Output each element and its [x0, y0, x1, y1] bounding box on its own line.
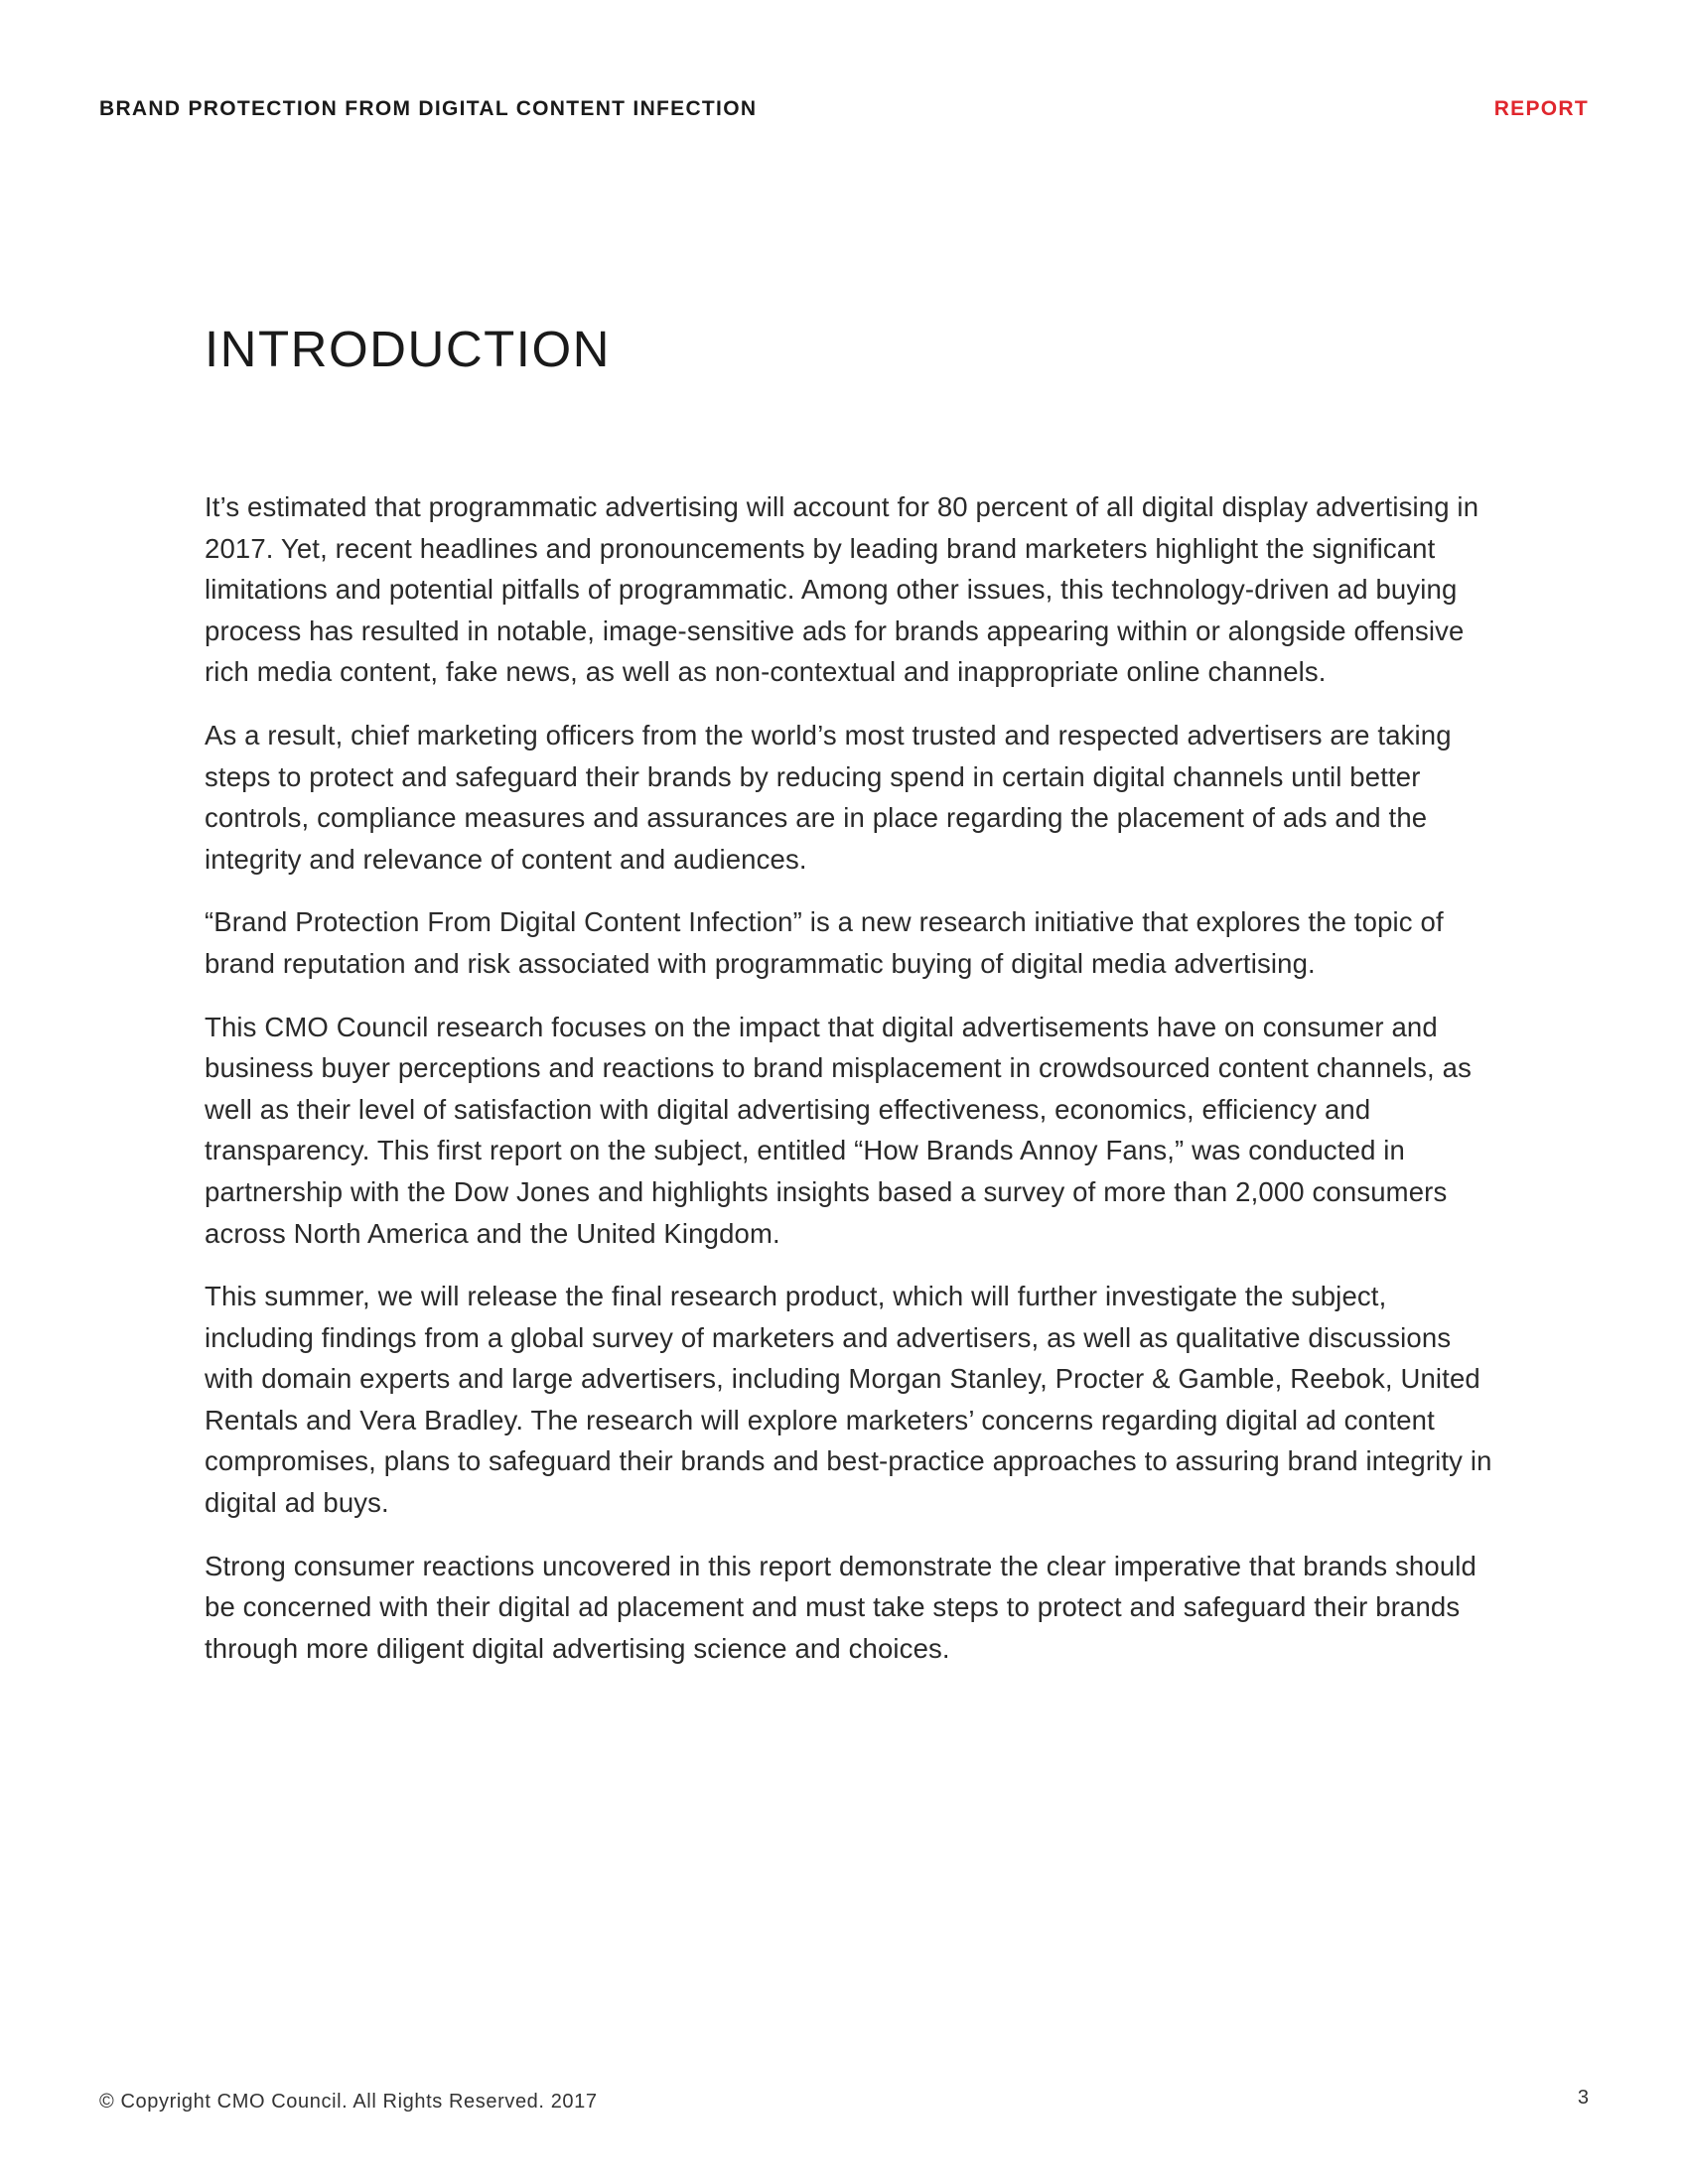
- page-number: 3: [1577, 2087, 1589, 2109]
- paragraph-2: As a result, chief marketing officers from the world’s most trusted and respected advertisers are taking steps to protect and safeguard their brands by reducing spend in certain digital channels until better controls, compliance measures and assurances are in place regarding the placement of ads and the integrity and relevance of content and audiences.: [205, 719, 1452, 875]
- copyright-notice: © Copyright CMO Council. All Rights Reserved. 2017: [99, 2091, 598, 2113]
- report-label: REPORT: [1493, 97, 1589, 120]
- paragraph-3: “Brand Protection From Digital Content Infection” is a new research initiative that explores the topic of brand reputation and risk associated with programmatic buying of digital media advertising.: [205, 906, 1444, 979]
- paragraph-4: This CMO Council research focuses on the impact that digital advertisements have on consumer and business buyer perceptions and reactions to brand misplacement in crowdsourced content channels, as well as their level of satisfaction with digital advertising effectiveness, economics, efficiency and transparency. This first report on the subject, entitled “How Brands Annoy Fans,” was conducted in partnership with the Dow Jones and highlights insights based a survey of more than 2,000 consumers across North America and the United Kingdom.: [205, 1011, 1472, 1249]
- page-title: INTRODUCTION: [205, 321, 611, 377]
- paragraph-6: Strong consumer reactions uncovered in this report demonstrate the clear imperative that brands should be concerned with their digital ad placement and must take steps to protect and safeguard their brands through more diligent digital advertising science and choices.: [205, 1550, 1477, 1664]
- running-header: [99, 97, 1589, 123]
- report-title: BRAND PROTECTION FROM DIGITAL CONTENT INFECTION: [99, 97, 758, 120]
- paragraph-5: This summer, we will release the final research product, which will further investigate the subject, including findings from a global survey of marketers and advertisers, as well as qualitative discussions with domain experts and large advertisers, including Morgan Stanley, Procter & Gamble, Reebok, United Rentals and Vera Bradley. The research will explore marketers’ concerns regarding digital ad content compromises, plans to safeguard their brands and best-practice approaches to assuring brand integrity in digital ad buys.: [205, 1281, 1492, 1519]
- paragraph-1: It’s estimated that programmatic advertising will account for 80 percent of all digital display advertising in 2017. Yet, recent headlines and pronouncements by leading brand marketers highlight the significant limitations and potential pitfalls of programmatic. Among other issues, this technology-driven ad buying process has resulted in notable, image-sensitive ads for brands appearing within or alongside offensive rich media content, fake news, as well as non-contextual and inappropriate online channels.: [205, 491, 1479, 688]
- body-text: [205, 486, 1495, 1691]
